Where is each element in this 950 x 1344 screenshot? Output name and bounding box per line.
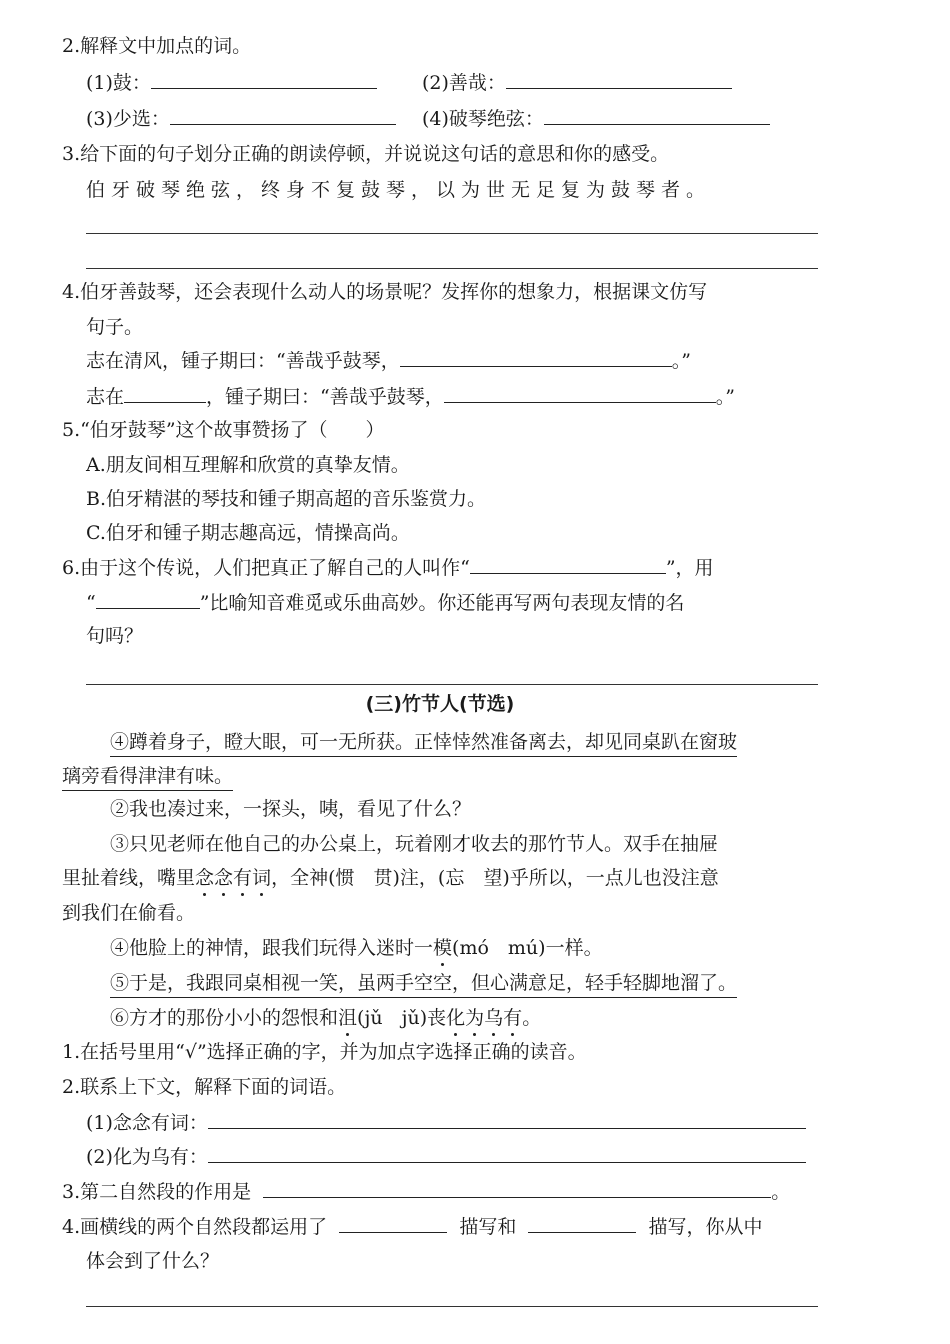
q2-item-3-label: (3)少选： xyxy=(86,108,170,130)
sq2-item-1-label: (1)念念有词： xyxy=(86,1112,208,1134)
dotted-char: 化 xyxy=(446,1007,466,1029)
sq2-answer-1[interactable] xyxy=(208,1110,806,1129)
q4-example-1 xyxy=(86,348,691,373)
q4-ex1-answer[interactable] xyxy=(400,348,672,367)
q6-answer-2[interactable] xyxy=(96,590,200,609)
section-title: (三)竹节人(节选) xyxy=(365,693,515,715)
sq4-answer-1[interactable] xyxy=(339,1214,447,1233)
sq3-answer[interactable] xyxy=(263,1179,771,1198)
para-3-line-1: ③只见老师在他自己的办公桌上，玩着刚才收去的那竹节人。双手在抽屉 xyxy=(110,833,719,855)
dotted-char: 有 xyxy=(503,1007,523,1029)
q4-ex2-text-a: 志在 xyxy=(86,386,125,408)
q2-answer-4[interactable] xyxy=(544,106,770,125)
q4-ex2-answer-b[interactable] xyxy=(444,384,716,403)
para-6-text-c: 。 xyxy=(522,1007,542,1029)
q2-stem: 2.解释文中加点的词。 xyxy=(62,35,252,57)
para-4-line-2 xyxy=(62,764,233,788)
sq2-item-2 xyxy=(86,1144,806,1169)
q4-example-2 xyxy=(86,384,735,409)
q5-option-c[interactable]: C.伯牙和锺子期志趣高远，情操高尚。 xyxy=(86,522,410,544)
q2-item-1 xyxy=(86,70,377,95)
para-6-text-b: (jǔ jǔ)丧 xyxy=(357,1007,447,1029)
q2-answer-2[interactable] xyxy=(506,70,732,89)
q6-text-d: ”比喻知音难觅或乐曲高妙。你还能再写两句表现友情的名 xyxy=(199,592,685,614)
sq4-text-a: 4.画横线的两个自然段都运用了 xyxy=(62,1216,328,1238)
q3-sentence: 伯牙破琴绝弦，终身不复鼓琴，以为世无足复为鼓琴者。 xyxy=(86,179,712,201)
para-4-text-1: ④蹲着身子，瞪大眼，可一无所获。正悻悻然准备离去，却见同桌趴在窗玻 xyxy=(110,731,737,757)
q5-option-a[interactable]: A.朋友间相互理解和欣赏的真挚友情。 xyxy=(86,454,410,476)
sq4-text-c: 描写，你从中 xyxy=(648,1216,763,1238)
dotted-char: 有 xyxy=(233,867,253,889)
sq4-answer-2[interactable] xyxy=(528,1214,636,1233)
para-5 xyxy=(110,971,737,995)
q5-stem: 5.“伯牙鼓琴”这个故事赞扬了（ ） xyxy=(62,419,385,441)
q3-stem: 3.给下面的句子划分正确的朗读停顿，并说说这句话的意思和你的感受。 xyxy=(62,143,670,165)
q2-item-2 xyxy=(422,70,732,95)
para-6 xyxy=(110,1006,541,1030)
sq4-answer-line[interactable] xyxy=(86,1306,818,1307)
para-4b-text-b: (mó mú)一样。 xyxy=(452,937,603,959)
q2-answer-1[interactable] xyxy=(151,70,377,89)
sq1-stem: 1.在括号里用“√”选择正确的字，并为加点字选择正确的读音。 xyxy=(62,1041,587,1063)
para-6-text-a: ⑥方才的那份小小的怨恨和 xyxy=(110,1007,339,1029)
sq2-stem: 2.联系上下文，解释下面的词语。 xyxy=(62,1076,347,1098)
q2-answer-3[interactable] xyxy=(170,106,396,125)
para-2: ②我也凑过来，一探头，咦，看见了什么？ xyxy=(110,798,472,820)
q2-item-1-label: (1)鼓： xyxy=(86,72,151,94)
q6-text-b: ”，用 xyxy=(665,557,714,579)
q2-item-4 xyxy=(422,106,770,131)
q6-answer-1[interactable] xyxy=(470,555,666,574)
dotted-char: 词 xyxy=(252,867,272,889)
q6-line-1 xyxy=(62,555,714,580)
para-4b xyxy=(110,936,603,960)
dotted-char: 念 xyxy=(214,867,234,889)
q4-ex1-text: 志在清风，锺子期曰：“善哉乎鼓琴， xyxy=(86,350,400,372)
q6-text-a: 6.由于这个传说，人们把真正了解自己的人叫作“ xyxy=(62,557,470,579)
q3-answer-line-1[interactable] xyxy=(86,233,818,234)
q2-item-3 xyxy=(86,106,396,131)
para-3-text-b: ，全神(惯 贯)注，(忘 望)乎所以，一点儿也没注意 xyxy=(271,867,719,889)
q3-answer-line-2[interactable] xyxy=(86,268,818,269)
q6-line-3: 句吗？ xyxy=(86,625,144,647)
dotted-char: 模 xyxy=(433,937,453,959)
q4-ex2-answer-a[interactable] xyxy=(124,384,206,403)
q6-answer-line[interactable] xyxy=(86,684,818,685)
q2-item-2-label: (2)善哉： xyxy=(422,72,506,94)
q4-ex1-end: 。” xyxy=(671,350,691,372)
sq4-line-1 xyxy=(62,1214,763,1239)
sq3-end: 。 xyxy=(771,1181,791,1203)
para-4-text-2: 璃旁看得津津有味。 xyxy=(62,765,233,791)
q6-text-c: “ xyxy=(86,592,96,614)
para-3-line-3: 到我们在偷看。 xyxy=(62,902,196,924)
sq3-text: 3.第二自然段的作用是 xyxy=(62,1181,252,1203)
sq4-text-b: 描写和 xyxy=(459,1216,517,1238)
para-3-line-2 xyxy=(62,866,719,890)
para-5-text: ⑤于是，我跟同桌相视一笑，虽两手空空，但心满意足，轻手轻脚地溜了。 xyxy=(110,972,737,998)
dotted-char: 念 xyxy=(195,867,215,889)
sq2-item-2-label: (2)化为乌有： xyxy=(86,1146,208,1168)
q4-stem-cont: 句子。 xyxy=(86,316,144,338)
sq2-answer-2[interactable] xyxy=(208,1144,806,1163)
dotted-char: 乌 xyxy=(484,1007,504,1029)
q6-line-2 xyxy=(86,590,684,615)
q4-ex2-text-b: ，锺子期曰：“善哉乎鼓琴， xyxy=(206,386,444,408)
para-4-line-1 xyxy=(110,730,737,754)
q5-option-b[interactable]: B.伯牙精湛的琴技和锺子期高超的音乐鉴赏力。 xyxy=(86,488,487,510)
sq3 xyxy=(62,1179,790,1204)
sq2-item-1 xyxy=(86,1110,806,1135)
q2-item-4-label: (4)破琴绝弦： xyxy=(422,108,544,130)
para-4b-text-a: ④他脸上的神情，跟我们玩得入迷时一 xyxy=(110,937,434,959)
q4-stem: 4.伯牙善鼓琴，还会表现什么动人的场景呢？发挥你的想象力，根据课文仿写 xyxy=(62,281,708,303)
dotted-char: 沮 xyxy=(338,1007,358,1029)
dotted-char: 为 xyxy=(465,1007,485,1029)
para-3-text-a: 里扯着线，嘴里 xyxy=(62,867,196,889)
q4-ex2-end: 。” xyxy=(715,386,735,408)
sq4-line-2: 体会到了什么？ xyxy=(86,1250,220,1272)
